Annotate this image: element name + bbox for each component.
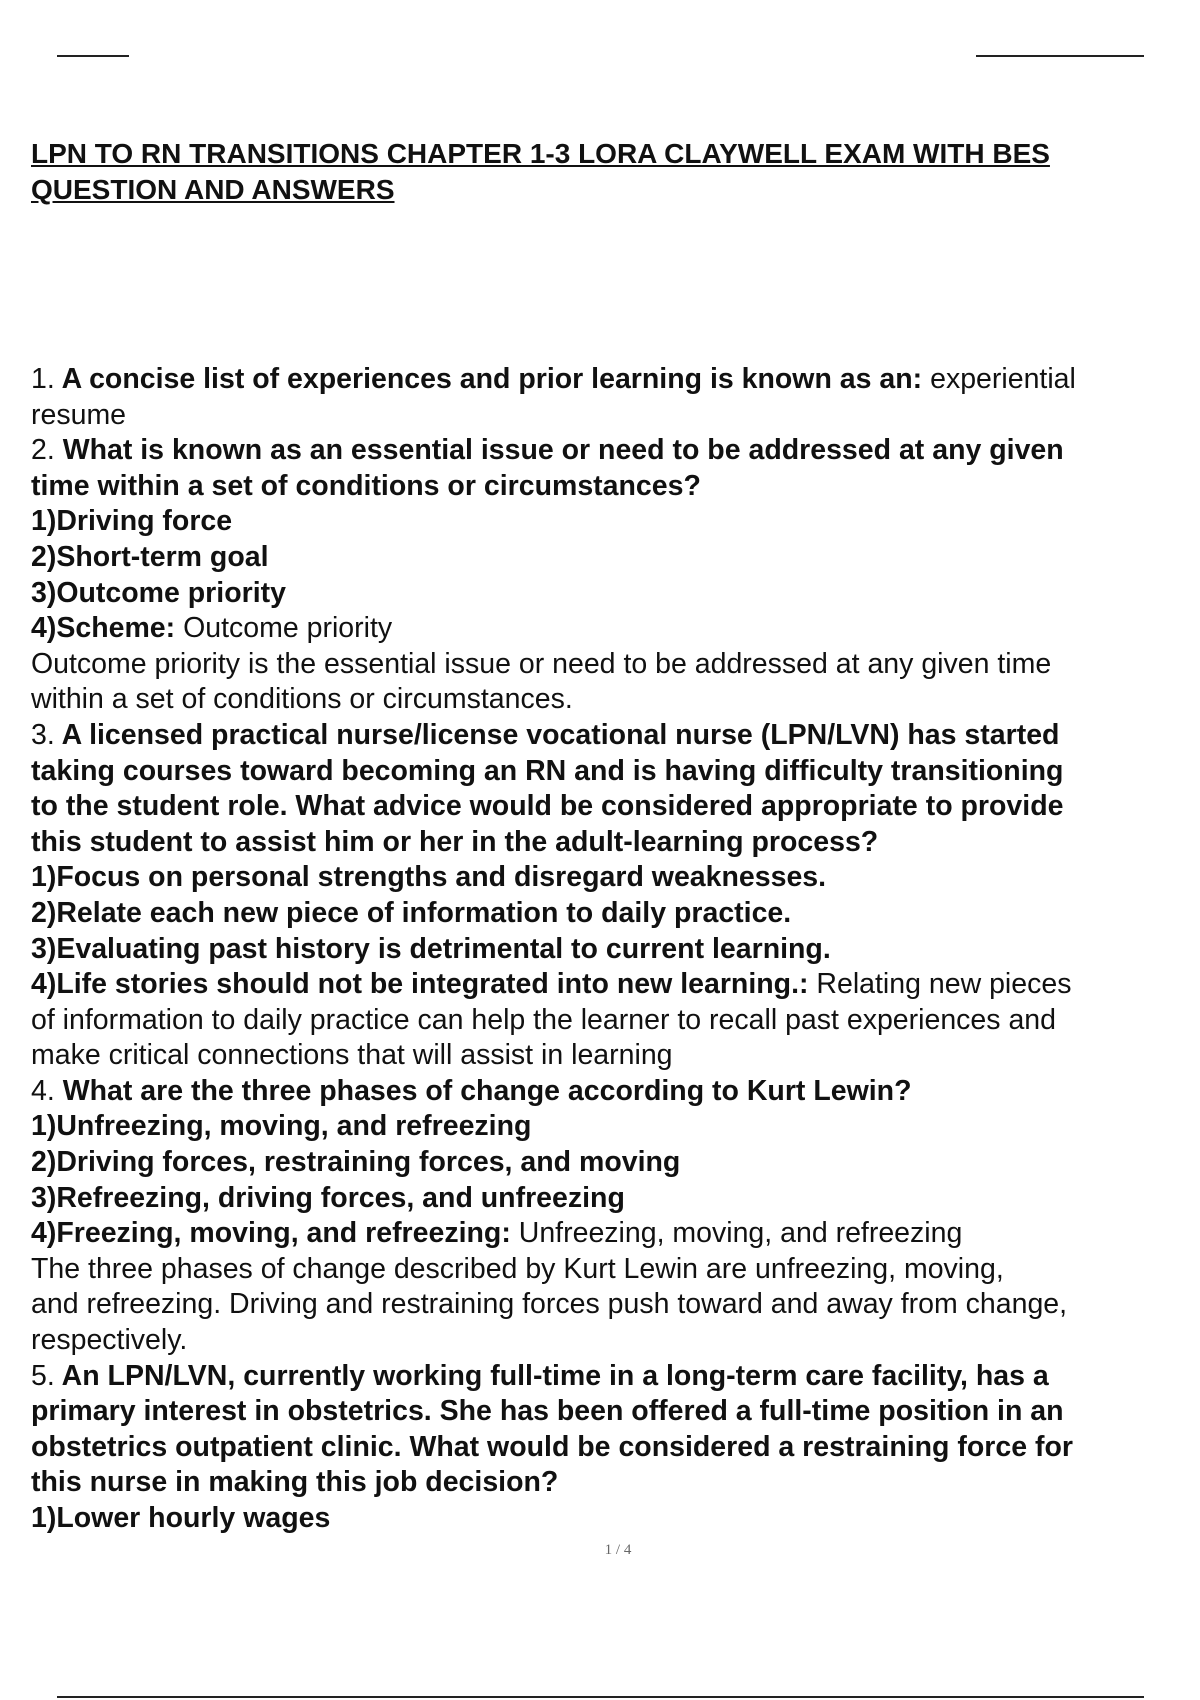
text-line xyxy=(31,754,1200,790)
text-line xyxy=(31,504,1200,540)
text-line xyxy=(31,1145,1200,1181)
text-line xyxy=(31,576,1200,612)
bold-text: time within a set of conditions or circumstances? xyxy=(31,469,701,502)
text-line xyxy=(31,1038,1200,1074)
text-line xyxy=(31,860,1200,896)
text-line xyxy=(31,398,1200,434)
text-line xyxy=(31,1394,1200,1430)
bold-text: 2)Short-term goal xyxy=(31,540,269,573)
plain-text: Unfreezing, moving, and refreezing xyxy=(510,1217,963,1250)
plain-text: within a set of conditions or circumstances. xyxy=(31,683,573,716)
plain-text: Relating new pieces xyxy=(808,968,1072,1001)
text-line xyxy=(31,1323,1200,1359)
bold-text: 4)Freezing, moving, and refreezing: xyxy=(31,1217,511,1250)
bold-text: obstetrics outpatient clinic. What would be considered a restraining force for xyxy=(31,1430,1073,1463)
plain-text: make critical connections that will assist in learning xyxy=(31,1039,673,1072)
text-line xyxy=(31,1501,1200,1537)
text-line xyxy=(31,932,1200,968)
bold-text: A concise list of experiences and prior learning is known as an: xyxy=(54,363,923,395)
plain-text: experiential xyxy=(922,363,1076,395)
plain-text: of information to daily practice can help the learner to recall past experiences and xyxy=(31,1003,1056,1036)
plain-text: resume xyxy=(31,398,127,431)
text-line xyxy=(31,896,1200,932)
bold-text: A licensed practical nurse/license vocational nurse (LPN/LVN) has started xyxy=(54,718,1060,751)
text-line xyxy=(31,1003,1200,1039)
text-line xyxy=(31,967,1200,1003)
text-line xyxy=(31,1181,1200,1217)
text-line xyxy=(31,1359,1200,1395)
bold-text: 4)Life stories should not be integrated into new learning.: xyxy=(31,968,809,1001)
title-line-1: LPN TO RN TRANSITIONS CHAPTER 1-3 LORA CLAYWELL EXAM WITH BES xyxy=(31,138,1050,169)
document-title xyxy=(31,136,1200,208)
bold-text: 2)Driving forces, restraining forces, and moving xyxy=(31,1146,681,1179)
text-line xyxy=(31,682,1200,718)
bold-text: 1)Driving force xyxy=(31,505,233,538)
bold-text: 2)Relate each new piece of information to daily practice. xyxy=(31,896,792,929)
footer-rule xyxy=(57,1696,1144,1698)
text-line xyxy=(31,1109,1200,1145)
bold-text: to the student role. What advice would be considered appropriate to provide xyxy=(31,790,1064,823)
text-line xyxy=(31,647,1200,683)
bold-text: 3)Refreezing, driving forces, and unfreezing xyxy=(31,1181,625,1214)
text-line xyxy=(31,1465,1200,1501)
bold-text: An LPN/LVN, currently working full-time in a long-term care facility, has a xyxy=(54,1359,1049,1392)
text-line xyxy=(31,1252,1200,1288)
bold-text: primary interest in obstetrics. She has been offered a full-time position in an xyxy=(31,1395,1064,1428)
plain-text: respectively. xyxy=(31,1324,188,1357)
bold-text: What is known as an essential issue or need to be addressed at any given xyxy=(54,434,1064,467)
plain-text: Outcome priority xyxy=(175,612,393,645)
plain-text: The three phases of change described by Kurt Lewin are unfreezing, moving, xyxy=(31,1252,1004,1285)
plain-text: and refreezing. Driving and restraining forces push toward and away from change, xyxy=(31,1288,1068,1321)
text-line xyxy=(31,1074,1200,1110)
question-number: 5. xyxy=(31,1359,55,1392)
text-line xyxy=(31,362,1200,398)
text-line xyxy=(31,789,1200,825)
question-number: 1. xyxy=(31,363,55,395)
bold-text: 4)Scheme: xyxy=(31,612,176,645)
text-line xyxy=(31,825,1200,861)
plain-text: Outcome priority is the essential issue or need to be addressed at any given time xyxy=(31,647,1052,680)
text-line xyxy=(31,1216,1200,1252)
bold-text: taking courses toward becoming an RN and is having difficulty transitioning xyxy=(31,754,1064,787)
title-line-2: QUESTION AND ANSWERS xyxy=(31,174,395,205)
header-rule-left xyxy=(57,55,129,57)
text-line xyxy=(31,1430,1200,1466)
text-line xyxy=(31,611,1200,647)
header-rule-right xyxy=(976,55,1144,57)
bold-text: this nurse in making this job decision? xyxy=(31,1466,559,1499)
page-number: 1 / 4 xyxy=(604,1542,632,1558)
bold-text: 3)Outcome priority xyxy=(31,576,286,609)
bold-text: What are the three phases of change according to Kurt Lewin? xyxy=(54,1074,912,1107)
text-line xyxy=(31,433,1200,469)
question-number: 3. xyxy=(31,718,55,751)
bold-text: 1)Focus on personal strengths and disregard weaknesses. xyxy=(31,861,827,894)
bold-text: 1)Lower hourly wages xyxy=(31,1502,331,1534)
bold-text: this student to assist him or her in the adult-learning process? xyxy=(31,825,879,858)
question-answer-list xyxy=(31,362,1200,1537)
question-number: 2. xyxy=(31,434,55,467)
text-line xyxy=(31,1287,1200,1323)
question-number: 4. xyxy=(31,1074,55,1107)
text-line xyxy=(31,469,1200,505)
text-line xyxy=(31,540,1200,576)
bold-text: 1)Unfreezing, moving, and refreezing xyxy=(31,1110,532,1143)
bold-text: 3)Evaluating past history is detrimental to current learning. xyxy=(31,932,831,965)
text-line xyxy=(31,718,1200,754)
